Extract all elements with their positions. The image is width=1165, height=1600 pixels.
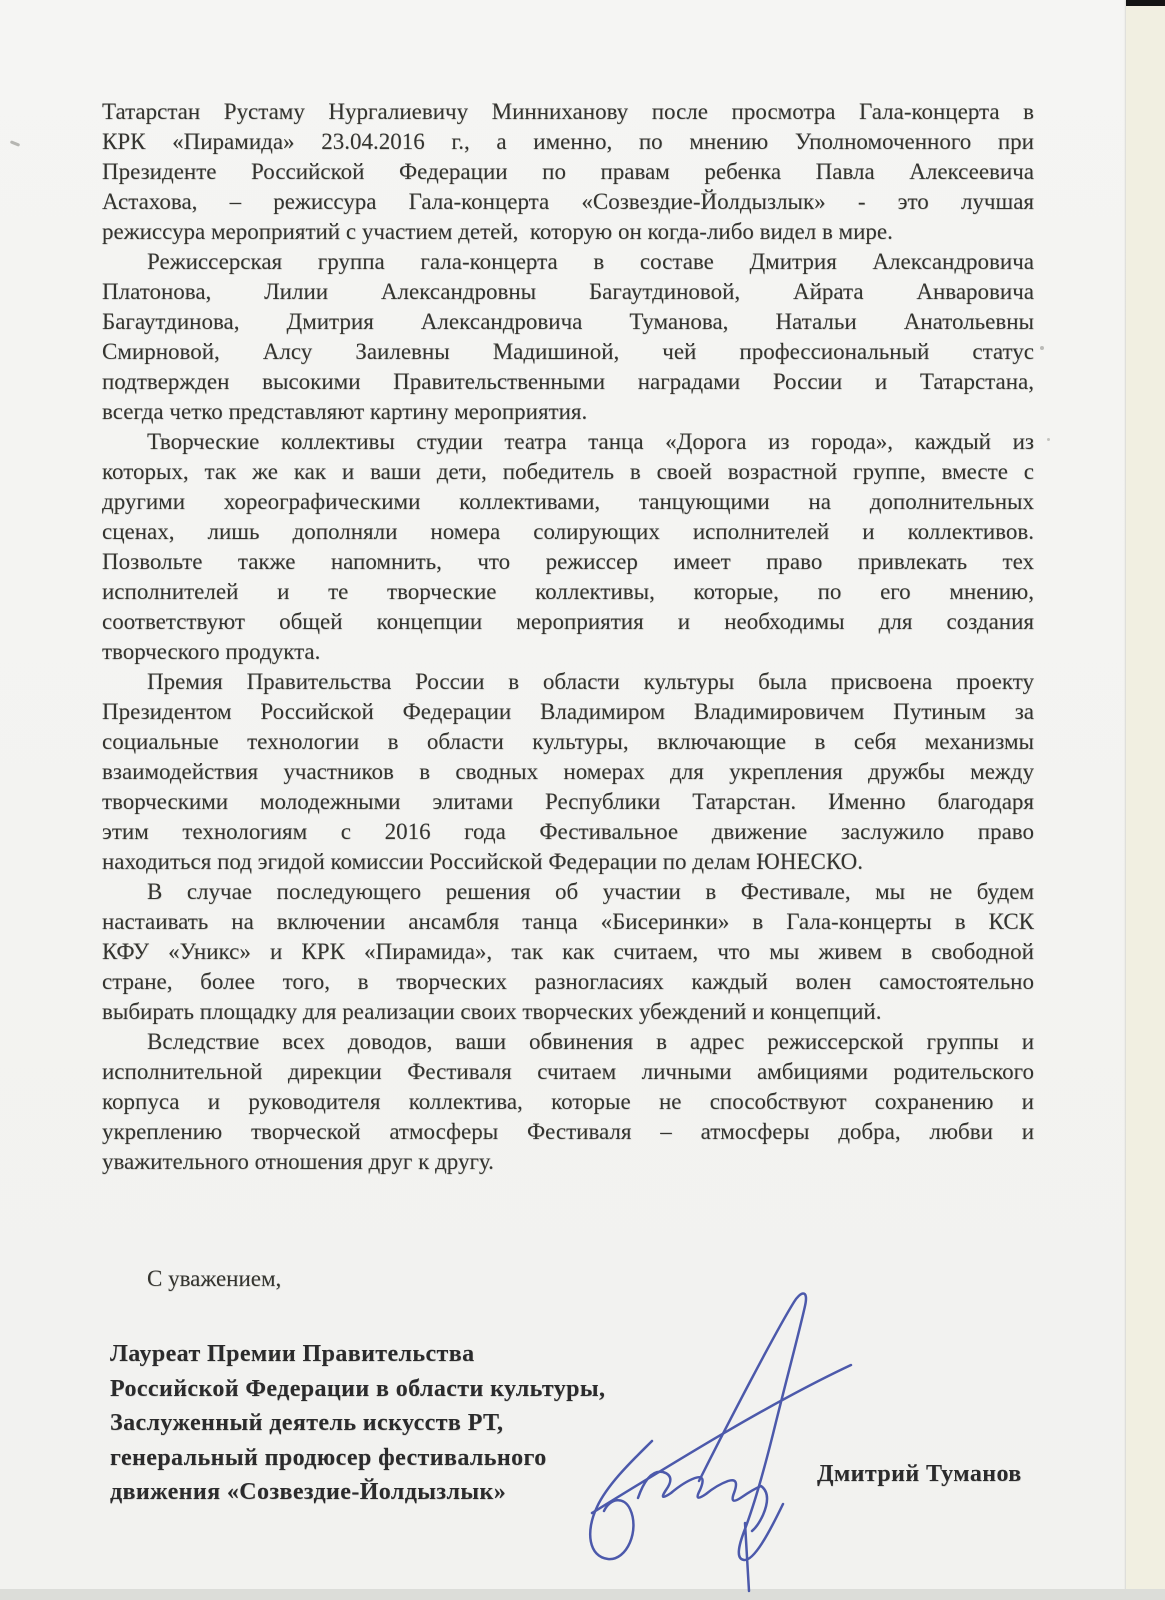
letter-line: Платонова, Лилии Александровны Багаутдиновой, Айрата Анваровича — [102, 279, 1034, 304]
letter-line: творческого продукта. — [102, 639, 321, 664]
signature-stroke — [699, 1294, 806, 1561]
letter-line: подтвержден высокими Правительственными наградами России и Татарстана, — [102, 369, 1034, 394]
letter-line: Татарстан Рустаму Нургалиевичу Минниханову после просмотра Гала-концерта в — [102, 99, 1034, 124]
scan-speck — [10, 140, 20, 147]
scan-speck — [1047, 438, 1050, 441]
signoff-line: Заслуженный деятель искусств РТ, — [110, 1410, 504, 1436]
letter-line: сценах, лишь дополняли номера солирующих исполнителей и коллективов. — [102, 519, 1034, 544]
letter-line: исполнителей и те творческие коллективы, которые, по его мнению, — [102, 579, 1034, 604]
letter-line: находиться под эгидой комиссии Российской Федерации по делам ЮНЕСКО. — [102, 849, 863, 874]
letter-body — [102, 97, 1034, 1177]
letter-line: Режиссерская группа гала-концерта в составе Дмитрия Александровича — [147, 249, 1034, 274]
letter-line: Вследствие всех доводов, ваши обвинения в адрес режиссерской группы и — [147, 1029, 1034, 1054]
scan-edge-strip — [1126, 0, 1165, 1600]
letter-line: Президентом Российской Федерации Владимиром Владимировичем Путиным за — [102, 699, 1034, 724]
letter-line: корпуса и руководителя коллектива, которые не способствуют сохранению и — [102, 1089, 1034, 1114]
letter-line: взаимодействия участников в сводных номерах для укрепления дружбы между — [102, 759, 1034, 784]
letter-line: соответствуют общей концепции мероприятия и необходимы для создания — [102, 609, 1034, 634]
letter-line: Багаутдинова, Дмитрия Александровича Туманова, Натальи Анатольевны — [102, 309, 1034, 334]
scan-speck — [1040, 346, 1044, 350]
letter-line: укреплению творческой атмосферы Фестиваля – атмосферы добра, любви и — [102, 1119, 1034, 1144]
signoff-line: Лауреат Премии Правительства — [110, 1341, 475, 1367]
letter-line: социальные технологии в области культуры, включающие в себя механизмы — [102, 729, 1034, 754]
signer-name: Дмитрий Туманов — [817, 1461, 1022, 1487]
letter-line: которых, так же как и ваши дети, победитель в своей возрастной группе, вместе с — [102, 459, 1034, 484]
letter-line: КФУ «Уникс» и КРК «Пирамида», так как считаем, что мы живем в свободной — [102, 939, 1034, 964]
letter-line: Творческие коллективы студии театра танца «Дорога из города», каждый из — [147, 429, 1034, 454]
letter-line: настаивать на включении ансамбля танца «Бисеринки» в Гала-концерты в КСК — [102, 909, 1034, 934]
signoff-line: генеральный продюсер фестивального — [110, 1444, 547, 1471]
letter-line: другими хореографическими коллективами, танцующими на дополнительных — [102, 489, 1034, 514]
signature-stroke — [745, 1523, 749, 1591]
letter-line: В случае последующего решения об участии в Фестивале, мы не будем — [147, 879, 1034, 904]
letter-line: исполнительной дирекции Фестиваля считаем личными амбициями родительского — [102, 1059, 1034, 1084]
letter-line: Премия Правительства России в области культуры была присвоена проекту — [147, 669, 1034, 694]
letter-line: выбирать площадку для реализации своих творческих убеждений и концепций. — [102, 999, 882, 1024]
signature-block — [110, 1337, 605, 1510]
letter-line: творческими молодежными элитами Республики Татарстан. Именно благодаря — [102, 789, 1034, 814]
letter-line: Смирновой, Алсу Заилевны Мадишиной, чей профессиональный статус — [102, 339, 1034, 364]
signoff-line: движения «Созвездие-Йолдызлык» — [110, 1479, 507, 1505]
letter-line: стране, более того, в творческих разногласиях каждый волен самостоятельно — [102, 969, 1034, 994]
signoff-line: Российской Федерации в области культуры, — [110, 1375, 606, 1402]
letter-line: Позвольте также напомнить, что режиссер имеет право привлекать тех — [102, 549, 1034, 574]
signature-stroke — [590, 1441, 652, 1559]
letter-line: Президенте Российской Федерации по правам ребенка Павла Алексеевича — [102, 159, 1034, 184]
letter-line: этим технологиям с 2016 года Фестивальное движение заслужило право — [102, 819, 1034, 844]
letter-line: Астахова, – режиссура Гала-концерта «Созвездие-Йолдызлык» - это лучшая — [102, 189, 1034, 214]
handwritten-signature — [548, 1255, 868, 1600]
letter-line: режиссура мероприятий с участием детей, которую он когда-либо видел в мире. — [102, 219, 893, 244]
letter-line: КРК «Пирамида» 23.04.2016 г., а именно, по мнению Уполномоченного при — [102, 129, 1034, 154]
letter-line: уважительного отношения друг к другу. — [102, 1149, 494, 1174]
closing-salutation: С уважением, — [147, 1266, 282, 1291]
scan-corner-black-bar — [1126, 0, 1165, 6]
letter-line: всегда четко представляют картину мероприятия. — [102, 399, 588, 424]
